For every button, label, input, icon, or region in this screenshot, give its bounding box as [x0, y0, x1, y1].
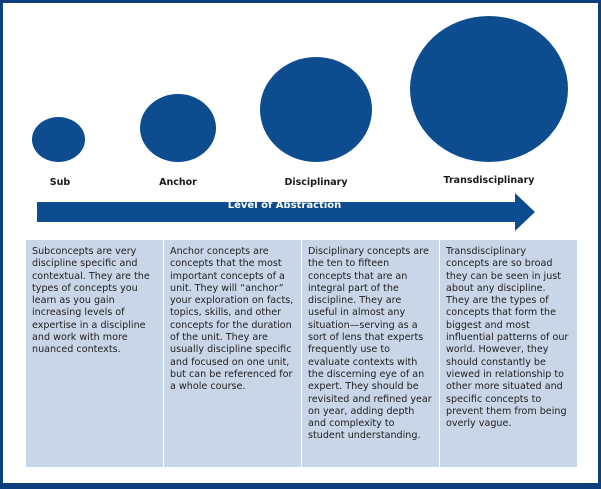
description-disciplinary: Disciplinary concepts are the ten to fifteen concepts that are an integral part of the discipline. They are useful in almost any situation—serving as a sort of lens that experts frequently use to evaluate contexts with the discerning eye of an expert. They should be revisited and refined year on year, adding depth and complexity to student understanding. [301, 240, 439, 467]
abstraction-arrow [37, 193, 537, 231]
bottom-bar [0, 483, 601, 489]
transdisciplinary-circle [410, 16, 568, 162]
anchor-circle [140, 94, 216, 162]
arrow-label: Level of Abstraction [227, 200, 342, 211]
level-label-disciplinary: Disciplinary [284, 177, 348, 188]
sub-circle [32, 117, 85, 162]
level-label-anchor: Anchor [159, 177, 197, 188]
disciplinary-circle [260, 57, 372, 162]
level-label-sub: Sub [49, 177, 71, 188]
description-transdisciplinary: Transdisciplinary concepts are so broad they can be seen in just about any discipline. They are the types of concepts that form the biggest and most influential patterns of our world. However, they should constantly be viewed in relationship to other more situated and specific concepts to prevent them from being overly vague. [439, 240, 577, 467]
level-label-transdisciplinary: Transdisciplinary [443, 175, 535, 186]
description-columns [26, 240, 577, 467]
description-anchor: Anchor concepts are concepts that the most important concepts of a unit. They will “anchor” your exploration on facts, topics, skills, and other concepts for the duration of the unit. They are usually discipline specific and focused on one unit, but can be referenced for a whole course. [163, 240, 301, 467]
description-sub: Subconcepts are very discipline specific and contextual. They are the types of concepts you learn as you gain increasing levels of expertise in a discipline and work with more nuanced contexts. [32, 246, 150, 356]
